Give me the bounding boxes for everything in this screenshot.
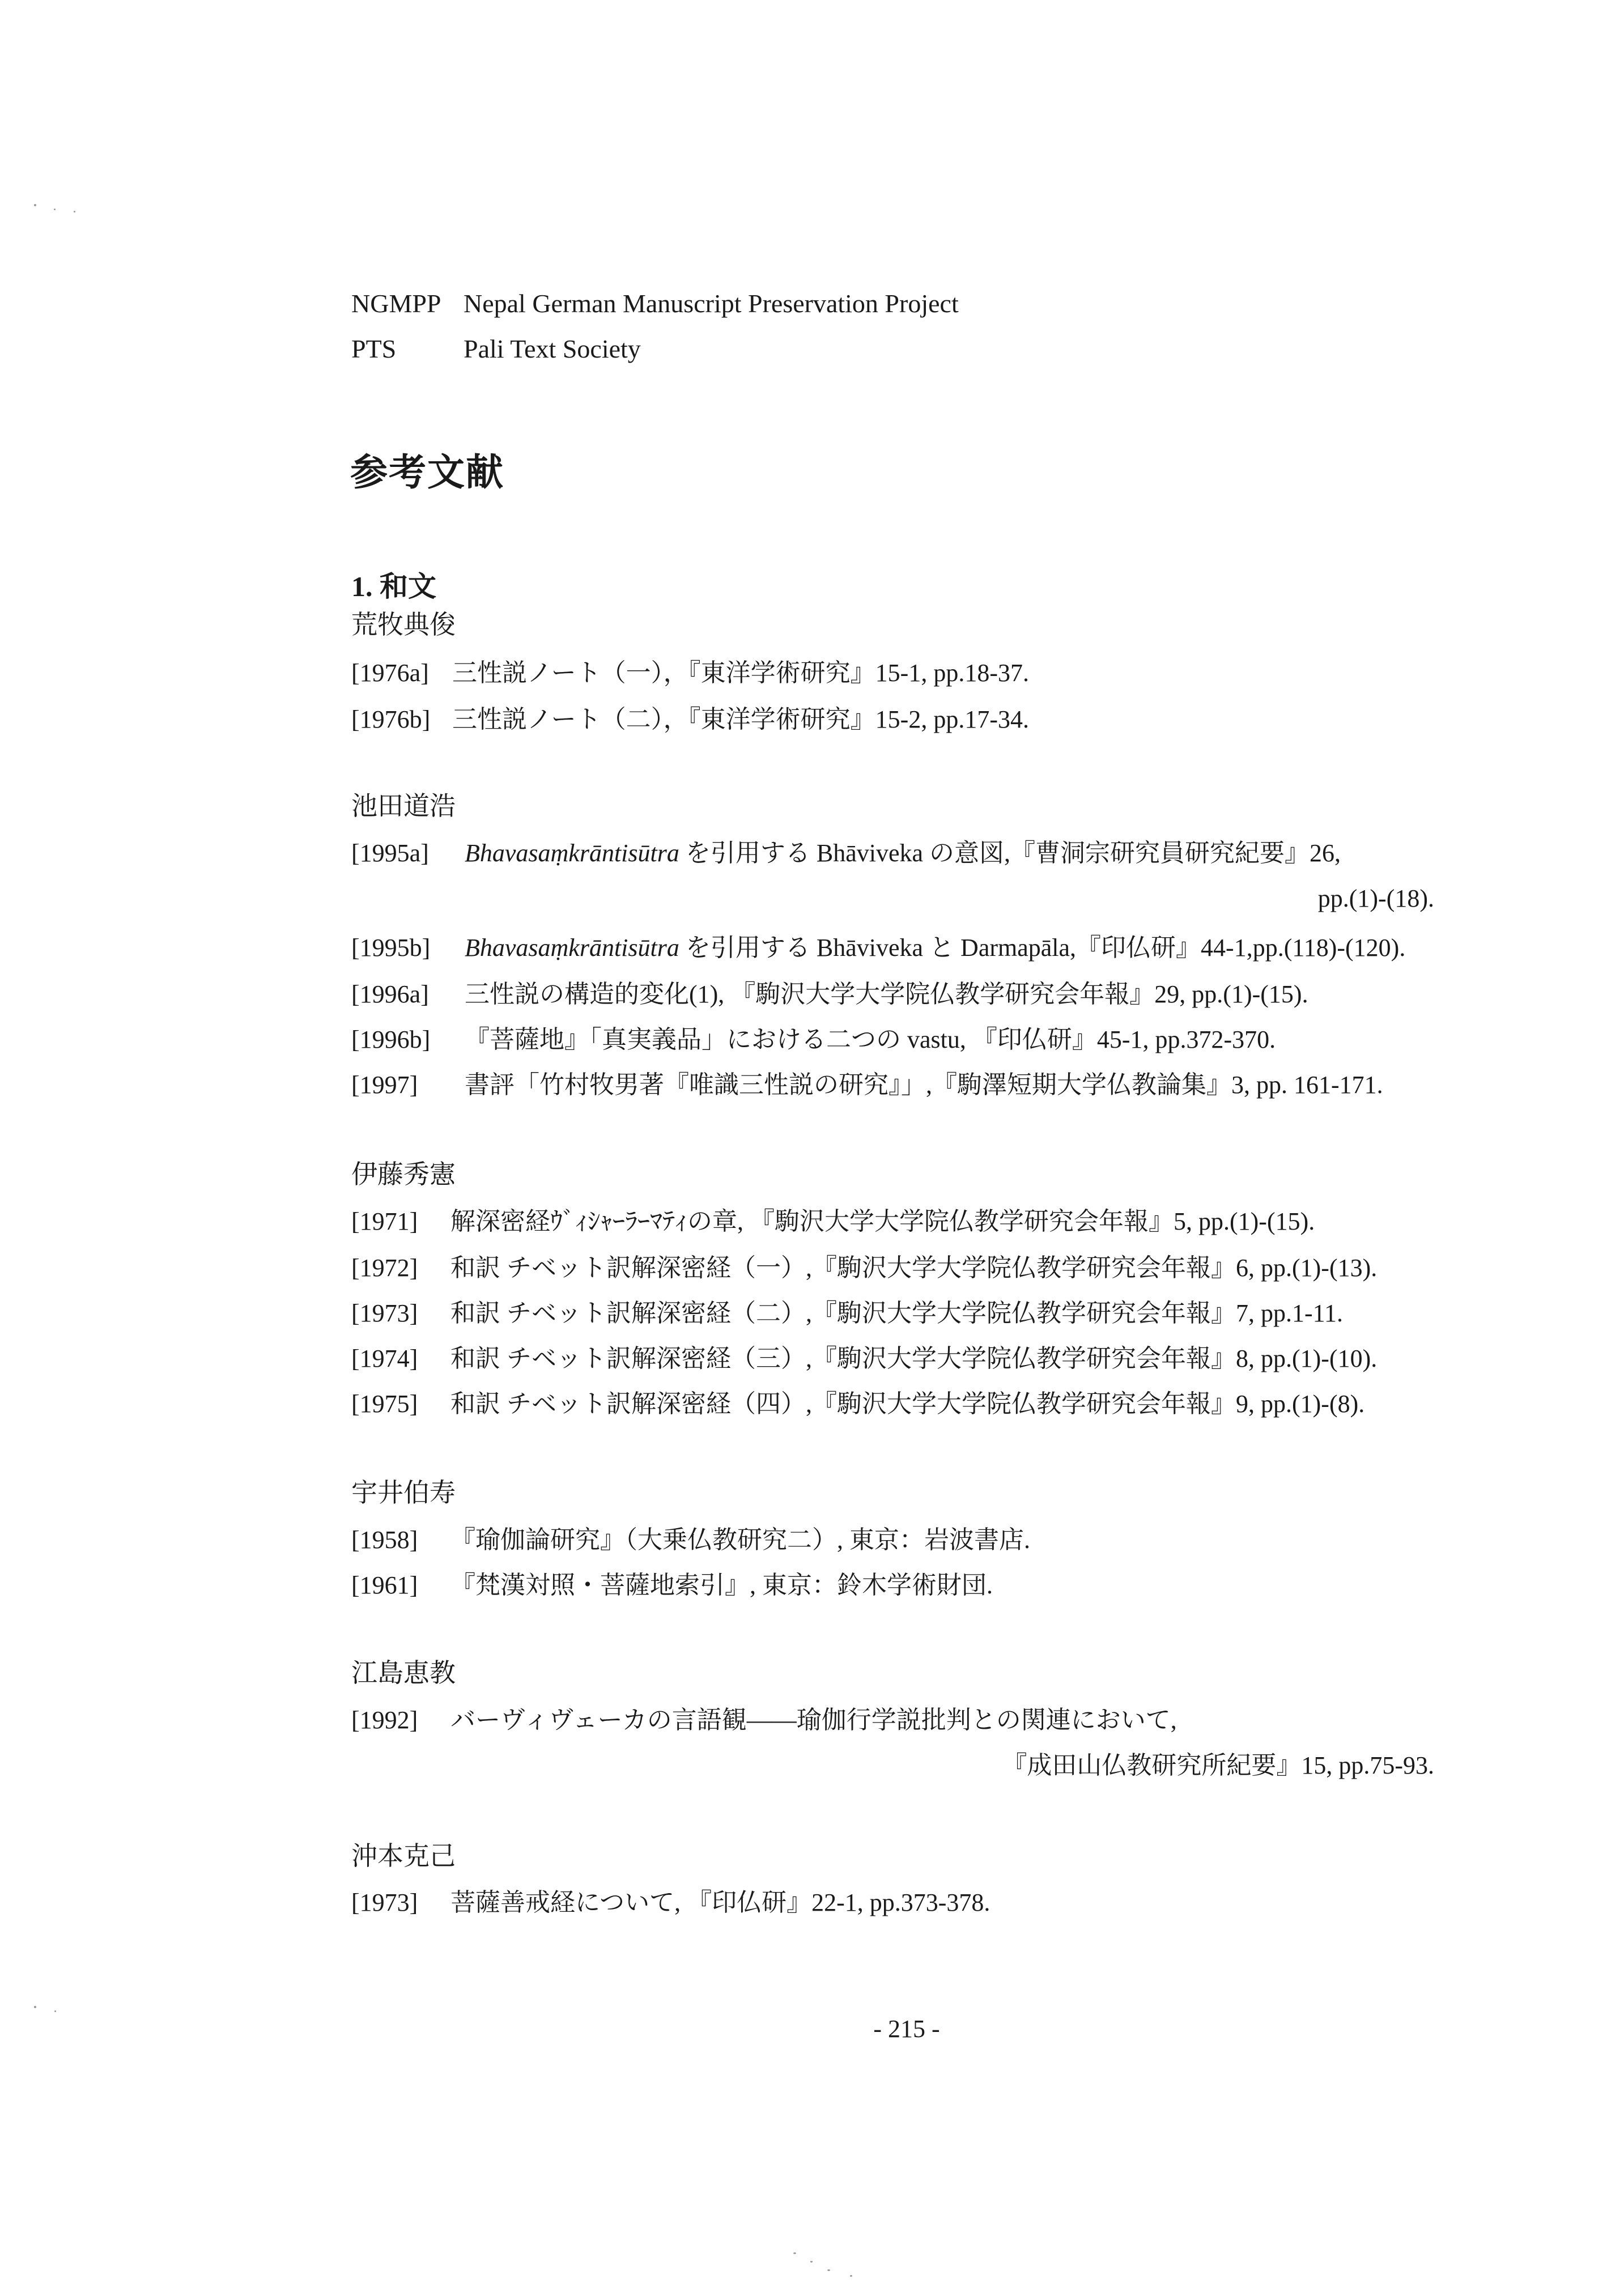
scan-speck (827, 2269, 830, 2271)
reference-text: 和訳 チベット訳解深密経（三）,『駒沢大学大学院仏教学研究会年報』8, pp.(1)-(10). (450, 1345, 1378, 1372)
author-name: 伊藤秀憲 (351, 1160, 456, 1189)
section-title: 1. 和文 (351, 571, 436, 602)
reference-key: [1971] (351, 1207, 418, 1235)
reference-entry (351, 1069, 1383, 1101)
abbreviation-row (351, 288, 959, 320)
reference-entry (351, 1704, 1177, 1736)
abbreviation-value: Pali Text Society (464, 334, 641, 363)
author-name: 江島恵教 (351, 1659, 456, 1687)
reference-key: [1996b] (351, 1026, 431, 1053)
reference-title: Bhavasaṃkrāntisūtra (465, 934, 679, 962)
reference-entry (351, 1570, 993, 1601)
reference-text: 三性説ノート（二），『東洋学術研究』15-2, pp.17-34. (452, 705, 1029, 733)
scan-speck (810, 2261, 813, 2263)
reference-key: [1997] (351, 1071, 418, 1099)
reference-text: 三性説の構造的変化(1), 『駒沢大学大学院仏教学研究会年報』29, pp.(1)-(15). (465, 980, 1308, 1008)
reference-text: 『瑜伽論研究』（大乗仏教研究二）, 東京：岩波書店. (450, 1526, 1030, 1554)
reference-title: Bhavasaṃkrāntisūtra (465, 839, 679, 867)
reference-entry (351, 657, 1029, 689)
reference-entry (351, 1388, 1364, 1420)
reference-key: [1995a] (351, 839, 429, 867)
reference-key: [1972] (351, 1254, 418, 1282)
scan-speck (793, 2252, 796, 2254)
reference-entry (351, 837, 1341, 869)
scan-speck (74, 211, 75, 212)
reference-key: [1976b] (351, 705, 431, 733)
author-name: 沖本克己 (351, 1842, 456, 1870)
author-name: 池田道浩 (351, 792, 456, 820)
abbreviation-key: PTS (351, 334, 397, 363)
scan-speck (54, 209, 56, 210)
reference-key: [1992] (351, 1706, 418, 1734)
reference-text: 『梵漢対照・菩薩地索引』, 東京：鈴木学術財団. (450, 1571, 993, 1599)
reference-entry (351, 1024, 1276, 1056)
reference-continuation: pp.(1)-(18). (1317, 885, 1434, 912)
reference-text: 和訳 チベット訳解深密経（一）,『駒沢大学大学院仏教学研究会年報』6, pp.(1)-(13). (450, 1254, 1378, 1282)
reference-key: [1976a] (351, 659, 429, 687)
reference-text: バーヴィヴェーカの言語観——瑜伽行学説批判との関連において, (450, 1706, 1177, 1734)
reference-entry (351, 979, 1308, 1010)
reference-key: [1995b] (351, 934, 431, 962)
reference-key: [1974] (351, 1345, 418, 1372)
reference-entry (351, 1206, 1315, 1238)
reference-text: を引用する Bhāviveka の意図,『曹洞宗研究員研究紀要』26, (685, 839, 1341, 867)
reference-key: [1975] (351, 1390, 418, 1418)
reference-key: [1996a] (351, 980, 429, 1008)
reference-text: 菩薩善戒経について, 『印仏研』22-1, pp.373-378. (450, 1889, 990, 1916)
abbreviation-key: NGMPP (351, 289, 441, 318)
reference-entry (351, 1887, 990, 1919)
scan-speck (34, 2006, 36, 2008)
reference-key: [1973] (351, 1299, 418, 1327)
page-number: - 215 - (873, 2015, 940, 2043)
reference-continuation: 『成田山仏教研究所紀要』15, pp.75-93. (1002, 1751, 1434, 1779)
reference-entry (351, 932, 1405, 964)
author-name: 荒牧典俊 (351, 610, 456, 639)
scan-speck (54, 2010, 56, 2012)
scan-speck (34, 204, 36, 206)
reference-text: を引用する Bhāviveka と Darmapāla,『印仏研』44-1,pp.(118)-(120). (685, 934, 1406, 962)
reference-entry (351, 1524, 1030, 1556)
scan-speck (850, 2275, 852, 2277)
reference-text: 『菩薩地』「真実義品」における二つの vastu, 『印仏研』45-1, pp.372-370. (465, 1026, 1276, 1053)
reference-key: [1958] (351, 1526, 418, 1554)
reference-key: [1973] (351, 1889, 418, 1916)
abbreviation-value: Nepal German Manuscript Preservation Project (464, 289, 959, 318)
reference-text: 解深密経ｳﾞｨｼｬｰﾗｰﾏﾃｨの章, 『駒沢大学大学院仏教学研究会年報』5, pp.(1)-(15). (450, 1207, 1315, 1235)
reference-entry (351, 1343, 1377, 1375)
reference-text: 和訳 チベット訳解深密経（四）,『駒沢大学大学院仏教学研究会年報』9, pp.(1)-(8). (450, 1390, 1365, 1418)
reference-entry (351, 1252, 1377, 1284)
reference-entry (351, 1298, 1343, 1329)
abbreviation-row (351, 333, 641, 365)
reference-text: 和訳 チベット訳解深密経（二）,『駒沢大学大学院仏教学研究会年報』7, pp.1-11. (450, 1299, 1344, 1327)
reference-text: 三性説ノート（一），『東洋学術研究』15-1, pp.18-37. (452, 659, 1029, 687)
reference-text: 書評「竹村牧男著『唯識三性説の研究』」,『駒澤短期大学仏教論集』3, pp. 161-171. (465, 1071, 1383, 1099)
reference-key: [1961] (351, 1571, 418, 1599)
reference-entry (351, 704, 1029, 735)
author-name: 宇井伯寿 (351, 1478, 456, 1507)
page-heading: 参考文献 (350, 452, 504, 494)
